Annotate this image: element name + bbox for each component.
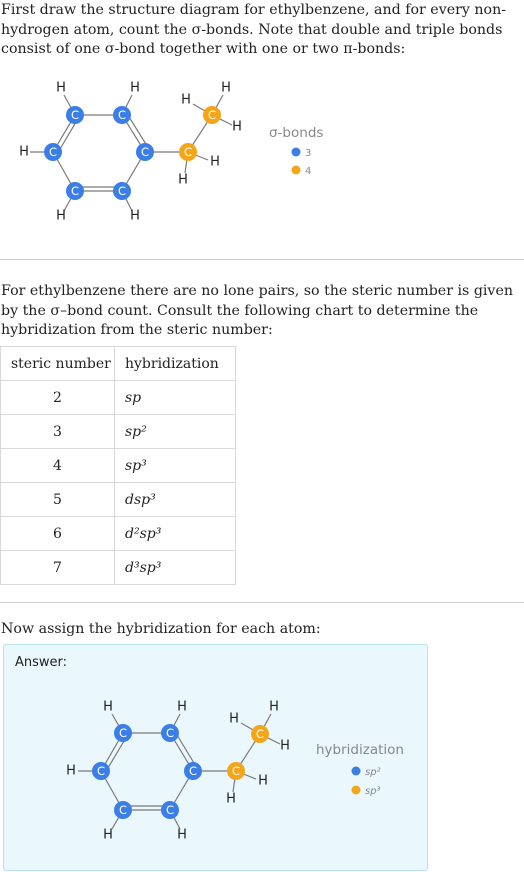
hybridization-diagram (4, 645, 427, 870)
atom-label: H (130, 80, 140, 96)
legend-marker-4 (292, 166, 301, 175)
atom-label: H (232, 119, 242, 135)
atom-label: H (210, 154, 220, 170)
atom-label: H (130, 208, 140, 224)
table-row (1, 551, 236, 585)
steric-number-cell: 7 (1, 551, 115, 585)
steric-text: For ethylbenzene there are no lone pairs, so the steric number is given by the σ–bond count. Consult the following chart to determine the hybridization from the steric number: (1, 283, 513, 338)
assign-text: Now assign the hybridization for each atom: (1, 621, 321, 637)
atom-label: C (96, 764, 106, 778)
table-header-row (1, 347, 236, 381)
atom-label: C (118, 803, 128, 817)
legend-marker-sp3 (352, 786, 361, 795)
atom-label: C (183, 145, 193, 159)
atom-label: C (188, 764, 198, 778)
atom-label: H (103, 827, 113, 843)
atom-label: H (229, 711, 239, 727)
atom-label: C (231, 764, 241, 778)
atom-label: H (19, 144, 29, 160)
table-row (1, 483, 236, 517)
legend-label-sp3: sp³ (365, 786, 381, 797)
legend-title: hybridization (316, 742, 404, 758)
hybridization-table (0, 346, 236, 585)
legend-label-3: 3 (305, 148, 312, 159)
atom-label: H (178, 172, 188, 188)
steric-number-cell: 4 (1, 449, 115, 483)
hybridization-cell: sp³ (115, 449, 236, 483)
atom-label: H (226, 791, 236, 807)
atom-label: C (70, 108, 80, 122)
hybridization-cell: d³sp³ (115, 551, 236, 585)
header-steric-number: steric number (1, 347, 115, 381)
steric-number-cell: 3 (1, 415, 115, 449)
atom-label: C (70, 184, 80, 198)
atom-label: H (103, 699, 113, 715)
atom-label: C (255, 727, 265, 741)
atom-label: H (221, 80, 231, 96)
header-hybridization: hybridization (115, 347, 236, 381)
atom-label: H (280, 738, 290, 754)
hybridization-cell: sp² (115, 415, 236, 449)
divider (0, 602, 524, 603)
legend-title: σ-bonds (269, 125, 324, 141)
table-row (1, 381, 236, 415)
atom-label: H (56, 208, 66, 224)
atom-label: C (207, 108, 217, 122)
atom-label: H (269, 699, 279, 715)
legend-label-sp2: sp² (365, 767, 381, 778)
table-row (1, 415, 236, 449)
atom-label: H (177, 699, 187, 715)
atom-label: H (177, 827, 187, 843)
legend-marker-sp2 (352, 767, 361, 776)
steric-number-cell: 6 (1, 517, 115, 551)
atom-label: H (258, 773, 268, 789)
answer-box (3, 644, 428, 871)
atom-label: H (56, 80, 66, 96)
atom-label: C (117, 184, 127, 198)
hybridization-cell: dsp³ (115, 483, 236, 517)
answer-label: Answer: (15, 655, 68, 670)
hybridization-cell: sp (115, 381, 236, 415)
steric-number-cell: 5 (1, 483, 115, 517)
atom-label: C (165, 726, 175, 740)
atom-label: C (118, 726, 128, 740)
divider (0, 259, 524, 260)
atom-label: H (66, 763, 76, 779)
atom-label: C (48, 145, 58, 159)
table-row (1, 517, 236, 551)
atom-label: C (140, 145, 150, 159)
intro-text: First draw the structure diagram for ethylbenzene, and for every non-hydrogen atom, count the σ-bonds. Note that double and triple bonds consist of one σ-bond together with one or two π-bonds: (1, 2, 507, 57)
legend-label-4: 4 (305, 166, 312, 177)
atom-label: H (181, 92, 191, 108)
table-row (1, 449, 236, 483)
atom-label: C (117, 108, 127, 122)
hybridization-cell: d²sp³ (115, 517, 236, 551)
atom-label: C (165, 803, 175, 817)
steric-number-cell: 2 (1, 381, 115, 415)
legend-marker-3 (292, 148, 301, 157)
